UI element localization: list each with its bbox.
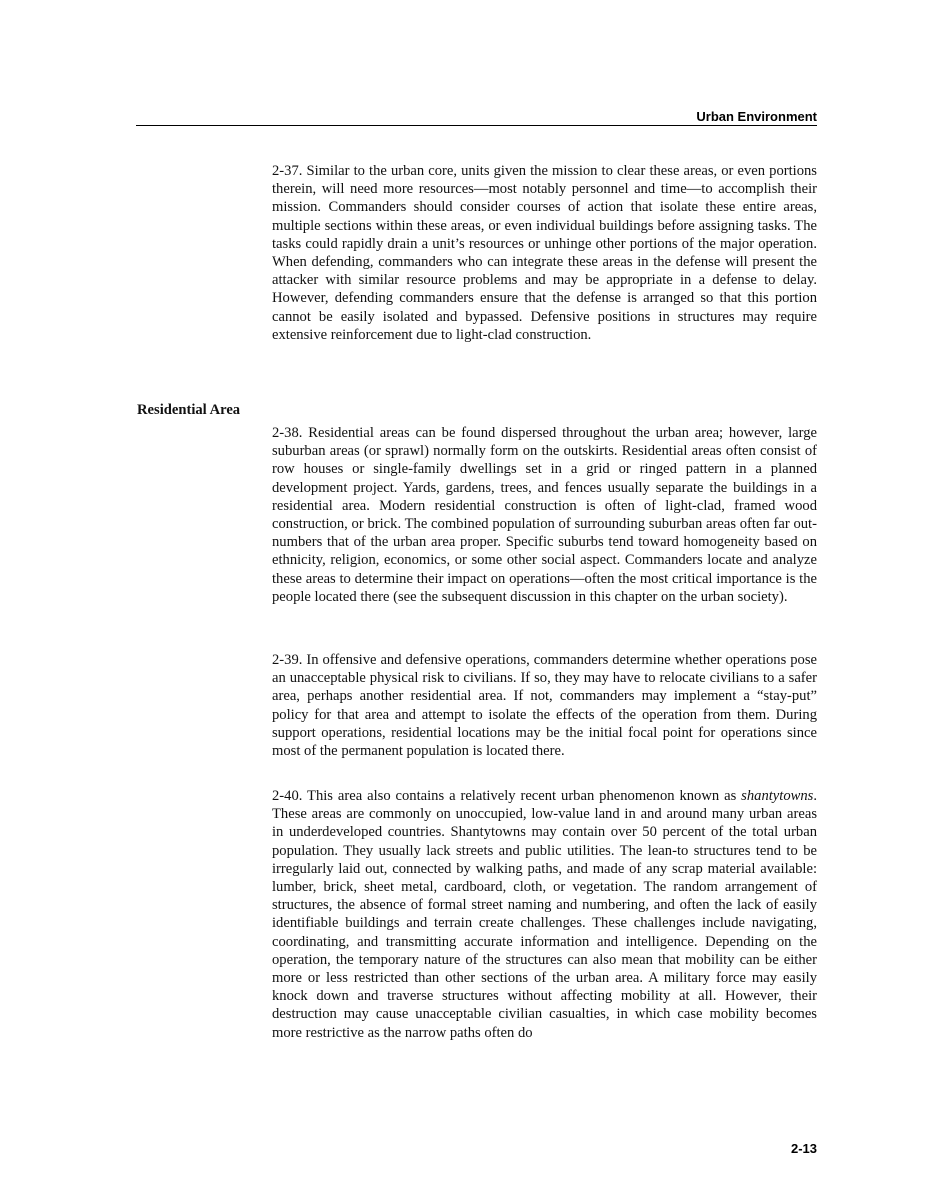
paragraph-2-39: 2-39. In offensive and defensive operations, commanders determine whether operations pose an unacceptable physical risk to civilians. If so, they may have to relocate civilians to a safer area, perhaps another residential area. If not, commanders may implement a “stay-put” policy for that area and attempt to isolate the effects of the operation from them. During support operations, residential locations may be the initial focal point for operations since most of the permanent population is located there. <box>272 652 817 760</box>
header-title: Urban Environment <box>696 109 817 124</box>
section-heading-residential-area: Residential Area <box>137 402 241 418</box>
paragraph-2-40 <box>272 787 817 1042</box>
term-shantytowns: shantytowns <box>741 788 814 804</box>
paragraph-2-40-lead: 2-40. This area also contains a relatively recent urban phenomenon known as <box>272 788 742 804</box>
running-header <box>136 108 817 126</box>
paragraph-2-38: 2-38. Residential areas can be found dispersed throughout the urban area; however, large suburban areas (or sprawl) normally form on the outskirts. Residential areas often consist of row houses or single-family dwellings set in a grid or ringed pattern in a planned development project. Yards, gardens, trees, and fences usually separate the buildings in a residential area. Modern residential construction is often of light-clad, framed wood construction, or brick. The combined population of surrounding suburban areas often far outnumbers that of the urban area proper. Specific suburbs tend toward homogeneity based on ethnicity, religion, economics, or some other social aspect. Commanders locate and analyze these areas to determine their impact on operations—often the most critical importance is the people located there (see the subsequent discussion in this chapter on the urban society). <box>272 425 817 605</box>
paragraph-2-40-rest: . These areas are commonly on unoccupied, low-value land in and around many urban areas in underdeveloped countries. Shantytowns may contain over 50 percent of the total urban population. They usually lack streets and public utilities. The lean-to structures tend to be irregularly laid out, connected by walking paths, and made of any scrap material available: lumber, brick, sheet metal, cardboard, cloth, or vegetation. The random arrangement of structures, the absence of formal street naming and numbering, and often the lack of easily identifiable buildings and terrain create challenges. These challenges include navigating, coordinating, and transmitting accurate information and intelligence. Depending on the operation, the temporary nature of the structures can also mean that mobility can be either more or less restricted than other sections of the urban area. A military force may easily knock down and traverse structures without affecting mobility at all. However, their destruction may cause unacceptable civilian casualties, in which case mobility becomes more restrictive as the narrow paths often do <box>272 788 817 1041</box>
paragraph-2-37: 2-37. Similar to the urban core, units given the mission to clear these areas, or even portions therein, will need more resources—most notably personnel and time—to accomplish their mission. Commanders should consider courses of action that isolate these entire areas, multiple sections within these areas, or even individual buildings before assigning tasks. The tasks could rapidly drain a unit’s resources or unhinge other portions of the major operation. When defending, commanders who can integrate these areas in the defense will present the attacker with similar resource problems and may be appropriate in a defense to delay. However, defending commanders ensure that the defense is arranged so that this portion cannot be easily isolated and bypassed. Defensive positions in structures may require extensive reinforcement due to light-clad construction. <box>272 163 817 343</box>
page-number: 2-13 <box>790 1141 817 1156</box>
